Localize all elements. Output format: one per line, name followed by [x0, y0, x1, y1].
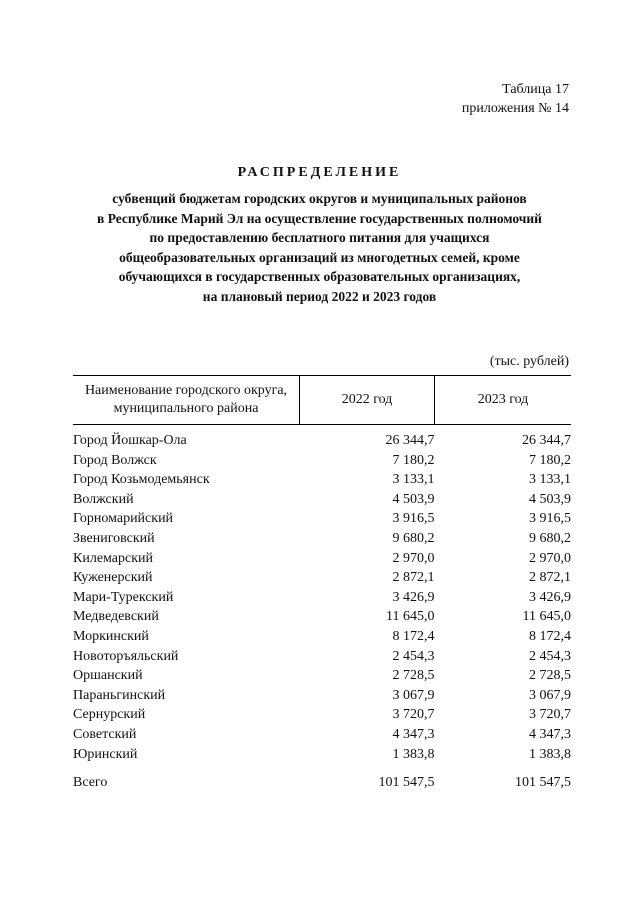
- table-row: [73, 529, 571, 549]
- row-value-2022: 2 728,5: [392, 668, 435, 684]
- table-row: [73, 627, 571, 647]
- row-name: Юринский: [73, 746, 138, 762]
- subtitle-line: обучающихся в государственных образовательных организациях,: [118, 269, 521, 285]
- distribution-table: [73, 375, 571, 793]
- row-name: Параньгинский: [73, 687, 166, 703]
- row-name: Куженерский: [73, 570, 153, 586]
- total-row: [73, 764, 571, 793]
- row-value-2022: 4 347,3: [392, 726, 435, 742]
- document-title: РАСПРЕДЕЛЕНИЕ: [237, 165, 402, 180]
- row-value-2023: 2 872,1: [529, 570, 571, 586]
- table-row: [73, 509, 571, 529]
- row-value-2022: 3 426,9: [392, 589, 435, 605]
- row-value-2022: 1 383,8: [392, 746, 435, 762]
- row-value-2022: 2 454,3: [392, 648, 435, 664]
- table-row: [73, 588, 571, 608]
- table-row: [73, 425, 571, 451]
- row-value-2022: 3 133,1: [392, 472, 435, 488]
- row-value-2023: 11 645,0: [522, 609, 571, 625]
- row-name: Город Козьмодемьянск: [73, 472, 210, 488]
- table-row: [73, 666, 571, 686]
- row-name: Медведевский: [73, 609, 159, 625]
- table-row: [73, 705, 571, 725]
- row-value-2023: 3 133,1: [529, 472, 571, 488]
- row-value-2022: 7 180,2: [392, 452, 435, 468]
- table-header: [73, 376, 571, 425]
- subtitle-line: субвенций бюджетам городских округов и муниципальных районов: [112, 191, 527, 206]
- row-value-2022: 8 172,4: [392, 628, 435, 644]
- row-value-2023: 4 503,9: [529, 491, 571, 507]
- row-value-2023: 26 344,7: [522, 433, 571, 448]
- column-header-2022: 2022 год: [300, 376, 435, 425]
- row-value-2023: 3 067,9: [529, 687, 571, 703]
- row-name: Звениговский: [73, 530, 155, 546]
- table-row: [73, 647, 571, 667]
- row-name: Горномарийский: [73, 511, 174, 527]
- row-value-2023: 7 180,2: [529, 452, 571, 468]
- row-value-2023: 3 720,7: [529, 707, 571, 723]
- subtitle-line: в Республике Марий Эл на осуществление государственных полномочий: [97, 210, 542, 226]
- row-value-2022: 3 067,9: [392, 687, 435, 703]
- column-header-name-line2: муниципального района: [113, 401, 259, 416]
- row-name: Мари-Турекский: [73, 589, 174, 605]
- table-row: [73, 745, 571, 765]
- table-row: [73, 686, 571, 706]
- table-row: [73, 549, 571, 569]
- row-name: Город Йошкар-Ола: [73, 433, 187, 448]
- row-value-2022: 2 872,1: [392, 570, 435, 586]
- row-value-2023: 4 347,3: [529, 726, 571, 742]
- table-row: [73, 451, 571, 471]
- row-value-2022: 4 503,9: [392, 491, 435, 507]
- row-value-2022: 101 547,5: [378, 775, 435, 791]
- row-value-2023: 3 426,9: [529, 589, 571, 605]
- units-label: (тыс. рублей): [489, 354, 569, 369]
- row-value-2022: 9 680,2: [392, 530, 435, 546]
- row-value-2023: 2 454,3: [529, 648, 571, 664]
- row-value-2023: 3 916,5: [529, 511, 571, 527]
- table-row: [73, 568, 571, 588]
- row-name: Всего: [73, 775, 108, 791]
- row-name: Город Волжск: [73, 452, 157, 468]
- row-name: Сернурский: [73, 707, 146, 723]
- row-value-2023: 2 970,0: [529, 550, 571, 566]
- subtitle-line: по предоставлению бесплатного питания для учащихся: [149, 230, 490, 246]
- row-value-2023: 9 680,2: [529, 530, 571, 546]
- row-name: Волжский: [73, 491, 134, 507]
- table-reference: [462, 80, 569, 118]
- table-row: [73, 490, 571, 510]
- row-value-2023: 1 383,8: [529, 746, 571, 762]
- row-value-2023: 2 728,5: [529, 668, 571, 684]
- row-name: Килемарский: [73, 550, 154, 566]
- row-name: Оршанский: [73, 668, 143, 684]
- column-header-name-line1: Наименование городского округа,: [84, 383, 288, 398]
- row-name: Моркинский: [73, 628, 149, 644]
- row-value-2022: 11 645,0: [386, 609, 435, 625]
- row-name: Советский: [73, 726, 137, 742]
- subtitle-line: на плановый период 2022 и 2023 годов: [202, 288, 437, 304]
- column-header-2023: 2023 год: [435, 376, 572, 425]
- table-row: [73, 607, 571, 627]
- table-number: Таблица 17: [502, 82, 569, 97]
- row-value-2022: 3 720,7: [392, 707, 435, 723]
- row-value-2023: 101 547,5: [515, 775, 571, 791]
- appendix-number: приложения № 14: [461, 101, 569, 116]
- row-value-2022: 3 916,5: [392, 511, 435, 527]
- row-value-2022: 2 970,0: [392, 550, 435, 566]
- subtitle-line: общеобразовательных организаций из многодетных семей, кроме: [119, 249, 520, 265]
- row-name: Новоторъяльский: [73, 648, 179, 664]
- table-row: [73, 725, 571, 745]
- row-value-2022: 26 344,7: [385, 433, 435, 448]
- row-value-2023: 8 172,4: [529, 628, 571, 644]
- column-header-name: [73, 376, 300, 425]
- header-row: [73, 376, 571, 425]
- table-row: [73, 470, 571, 490]
- document-subtitle: [40, 189, 599, 307]
- table-body: [73, 425, 571, 793]
